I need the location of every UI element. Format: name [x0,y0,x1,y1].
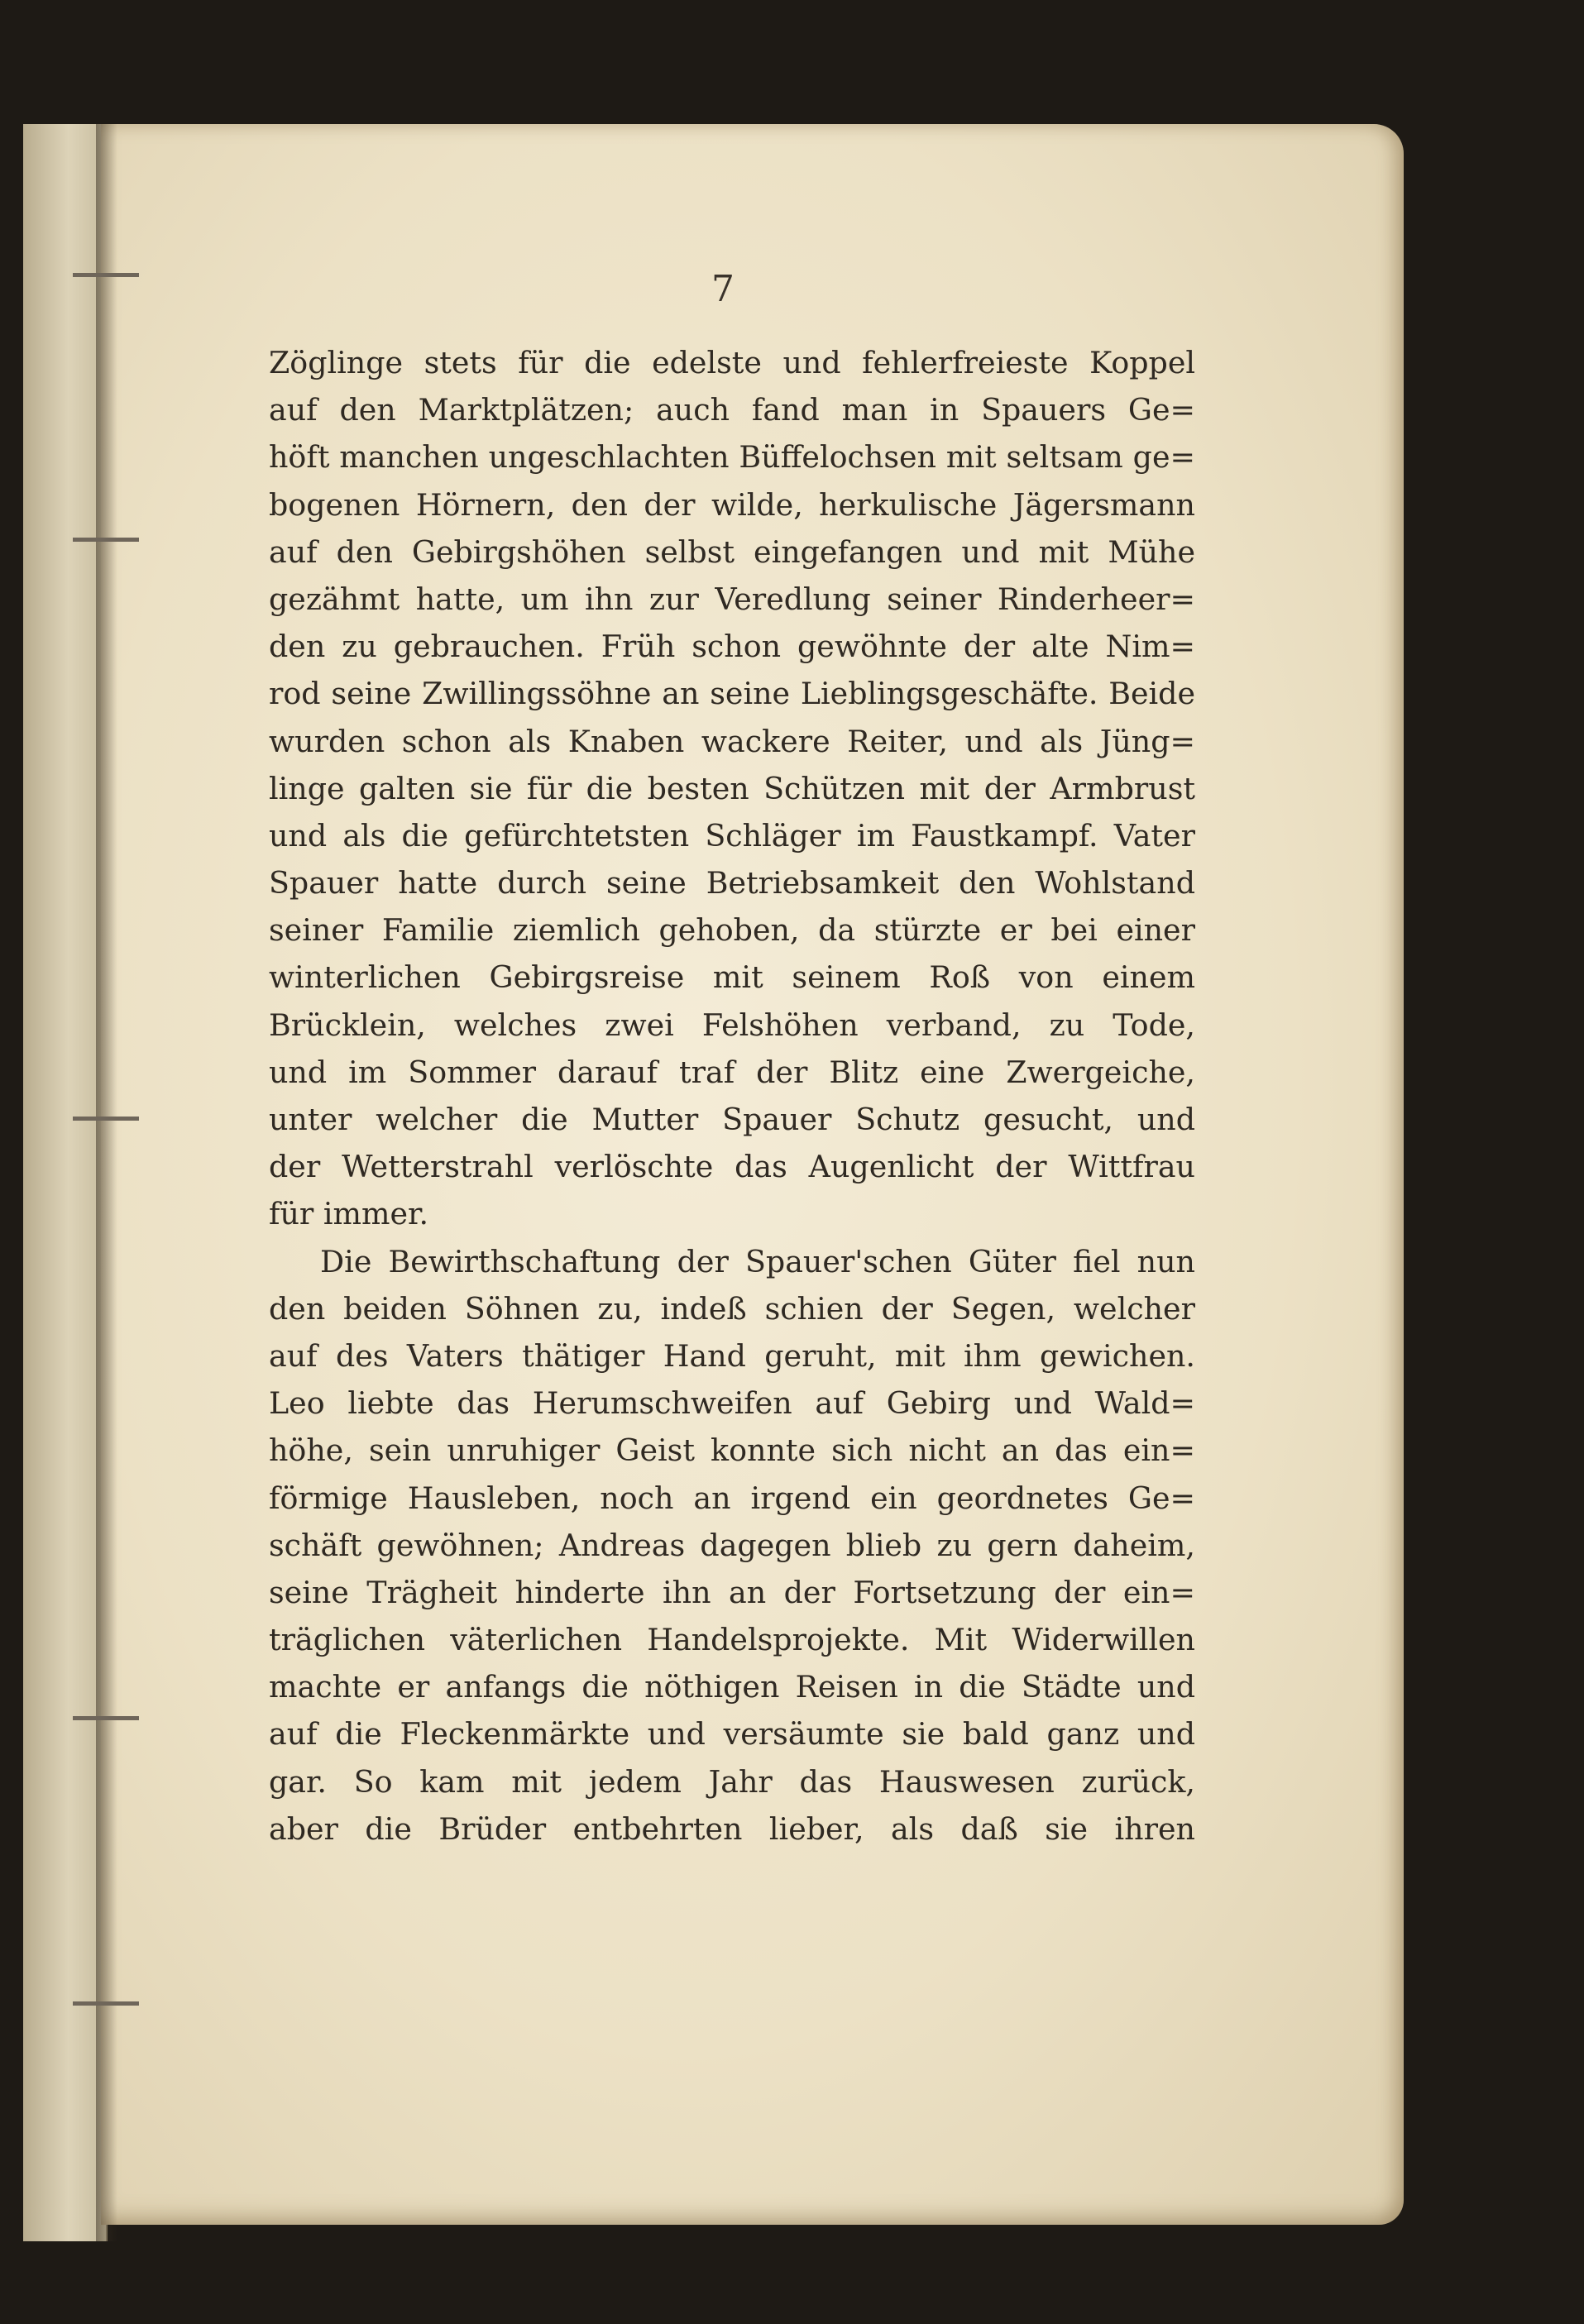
text-line: auf die Fleckenmärkte und versäumte sie bald ganz und [269,1716,1195,1753]
text-line: höhe, sein unruhiger Geist konnte sich nicht an das ein= [269,1432,1195,1469]
text-line: auf den Gebirgshöhen selbst eingefangen und mit Mühe [269,533,1195,570]
left-page-edge [23,124,108,2241]
text-line: Spauer hatte durch seine Betriebsamkeit den Wohlstand [269,865,1195,901]
text-line: förmige Hausleben, noch an irgend ein geordnetes Ge= [269,1480,1195,1516]
binding-stitch [73,538,139,542]
text-line: Brücklein, welches zwei Felshöhen verband, zu Tode, [269,1007,1195,1043]
text-line: schäft gewöhnen; Andreas dagegen blieb zu gern daheim, [269,1527,1195,1563]
text-line: gezähmt hatte, um ihn zur Veredlung seiner Rinderheer= [269,581,1195,617]
text-line: machte er anfangs die nöthigen Reisen in die Städte und [269,1669,1195,1705]
text-line: seiner Familie ziemlich gehoben, da stürzte er bei einer [269,912,1195,949]
text-line: den beiden Söhnen zu, indeß schien der Segen, welcher [269,1290,1195,1327]
binding-stitch [73,1716,139,1720]
text-line: und als die gefürchtetsten Schläger im Faustkampf. Vater [269,817,1195,854]
spine-shadow [96,124,117,2241]
paragraph-start-line: Die Bewirthschaftung der Spauer'schen Güter fiel nun [320,1243,1195,1279]
text-line: wurden schon als Knaben wackere Reiter, und als Jüng= [269,723,1195,759]
text-line: linge galten sie für die besten Schützen mit der Armbrust [269,770,1195,806]
page-number: 7 [711,268,735,310]
binding-stitch [73,2001,139,2006]
text-line: winterlichen Gebirgsreise mit seinem Roß von einem [269,959,1195,996]
text-line: höft manchen ungeschlachten Büffelochsen mit seltsam ge= [269,439,1195,476]
text-line: auf den Marktplätzen; auch fand man in Spauers Ge= [269,392,1195,428]
text-line: den zu gebrauchen. Früh schon gewöhnte der alte Nim= [269,629,1195,665]
body-text [269,339,1195,1853]
text-line: Leo liebte das Herumschweifen auf Gebirg und Wald= [269,1385,1195,1422]
text-line: unter welcher die Mutter Spauer Schutz gesucht, und [269,1102,1195,1137]
text-line: aber die Brüder entbehrten lieber, als daß sie ihren [269,1810,1195,1847]
paragraph-end-line: für immer. [269,1196,429,1232]
text-line: gar. So kam mit jedem Jahr das Hauswesen zurück, [269,1763,1195,1800]
text-line: seine Trägheit hinderte ihn an der Fortsetzung der ein= [269,1574,1195,1610]
text-line: träglichen väterlichen Handelsprojekte. Mit Widerwillen [269,1622,1195,1658]
binding-stitch [73,273,139,277]
text-line: rod seine Zwillingssöhne an seine Lieblingsgeschäfte. Beide [269,676,1195,712]
text-line: auf des Vaters thätiger Hand geruht, mit ihm gewichen. [269,1337,1195,1374]
text-line: der Wetterstrahl verlöschte das Augenlicht der Wittfrau [269,1149,1195,1185]
text-line: Zöglinge stets für die edelste und fehlerfreieste Koppel [269,345,1195,380]
text-line: bogenen Hörnern, den der wilde, herkulische Jägersmann [269,486,1195,523]
binding-stitch [73,1117,139,1121]
text-line: und im Sommer darauf traf der Blitz eine Zwergeiche, [269,1054,1195,1090]
